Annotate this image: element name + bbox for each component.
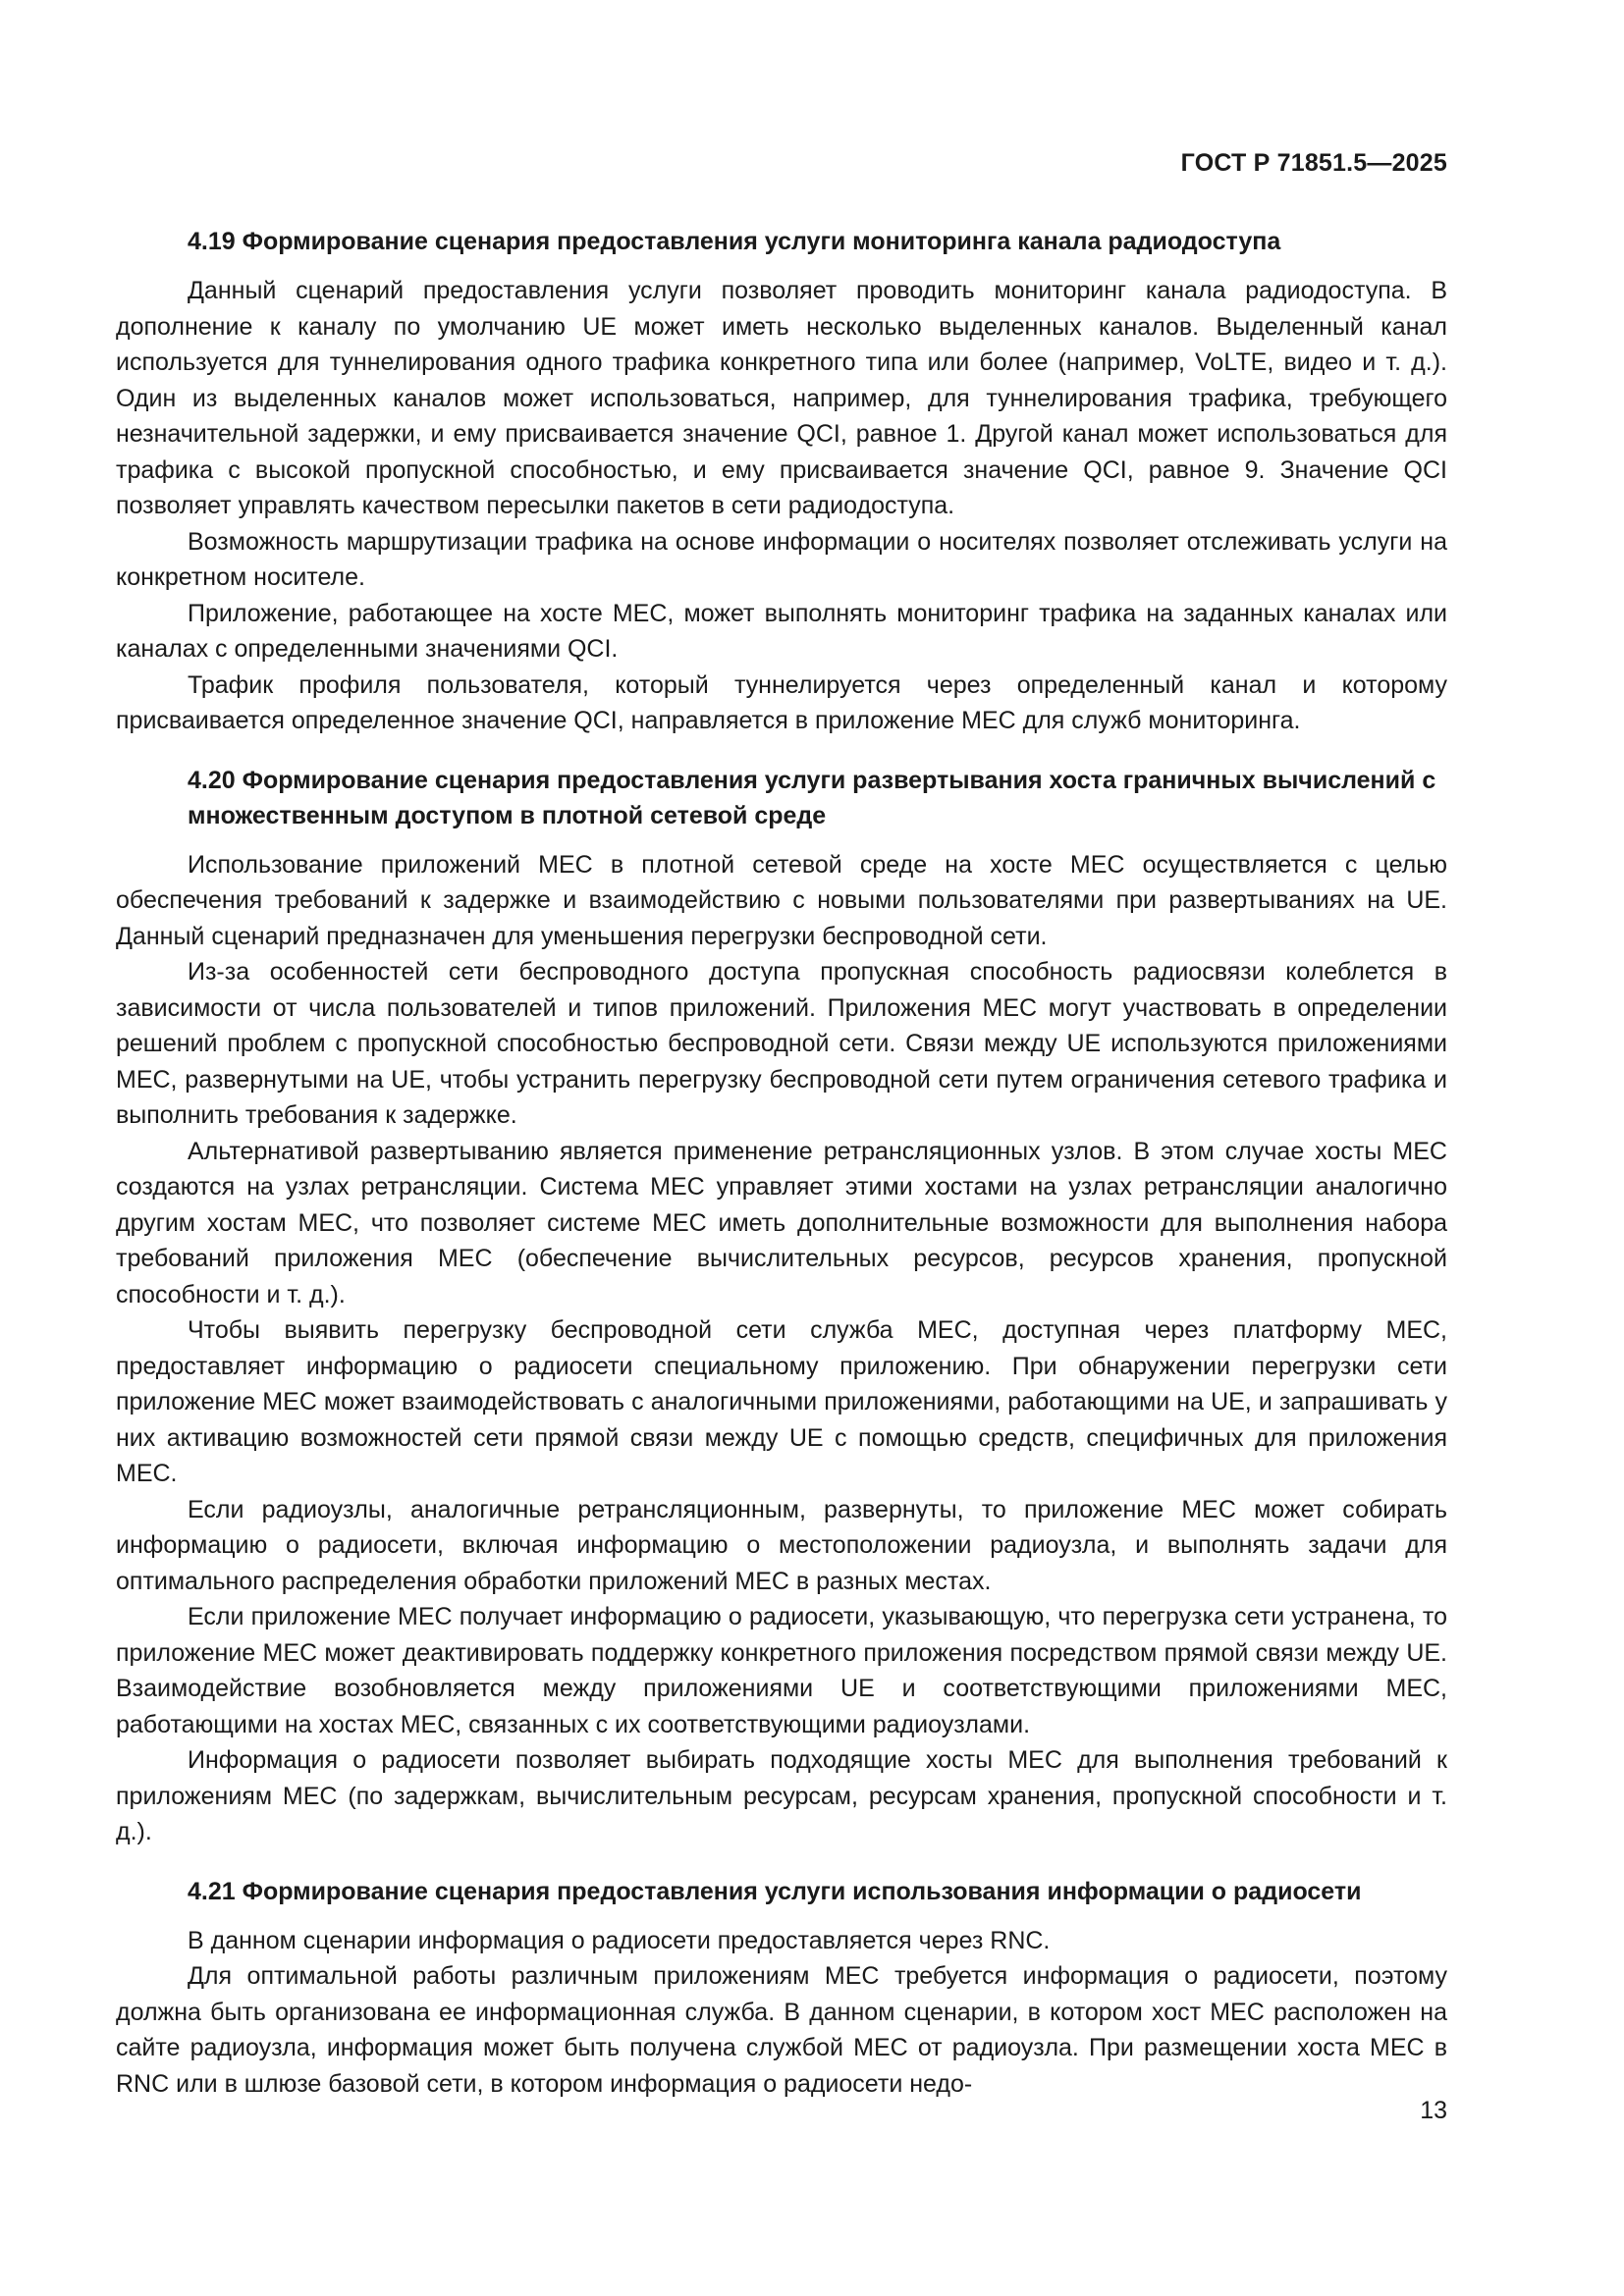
paragraph: Чтобы выявить перегрузку беспроводной сети служба МЕС, доступная через платформу МЕС, предоставляет информацию о радиосети специальному приложению. При обнаружении перегрузки сети приложение МЕС может взаимодействовать с аналогичными приложениями, работающими на UE, и запрашивать у них активацию возможностей сети прямой связи между UE с помощью средств, специфичных для приложения МЕС. <box>116 1316 1447 1487</box>
paragraph: Из-за особенностей сети беспроводного доступа пропускная способность радиосвязи колеблется в зависимости от числа пользователей и типов приложений. Приложения МЕС могут участвовать в определении решений проблем с пропускной способностью беспроводной сети. Связи между UE используются приложениями МЕС, развернутыми на UE, чтобы устранить перегрузку беспроводной сети путем ограничения сетевого трафика и выполнить требования к задержке. <box>116 958 1447 1129</box>
paragraph: Информация о радиосети позволяет выбирать подходящие хосты МЕС для выполнения требований к приложениям МЕС (по задержкам, вычислительным ресурсам, ресурсам хранения, пропускной способности и т. д.). <box>116 1746 1447 1845</box>
paragraph: Возможность маршрутизации трафика на основе информации о носителях позволяет отслеживать услуги на конкретном носителе. <box>116 527 1447 591</box>
paragraph: Для оптимальной работы различным приложениям МЕС требуется информация о радиосети, поэтому должна быть организована ее информационная служба. В данном сценарии, в котором хост МЕС расположен на сайте радиоузла, информация может быть получена службой МЕС от радиоузла. При размещении хоста МЕС в RNC или в шлюзе базовой сети, в котором информация о радиосети недо- <box>116 1962 1447 2098</box>
section-title: 4.21 Формирование сценария предоставления услуги использования информации о радиосети <box>188 1877 1362 1905</box>
paragraph: Если радиоузлы, аналогичные ретрансляционным, развернуты, то приложение МЕС может собирать информацию о радиосети, включая информацию о местоположении радиоузла, и выполнять задачи для оптимального распределения обработки приложений МЕС в разных местах. <box>116 1495 1447 1595</box>
paragraph: Если приложение МЕС получает информацию о радиосети, указывающую, что перегрузка сети устранена, то приложение МЕС может деактивировать поддержку конкретного приложения посредством прямой связи между UE. Взаимодействие возобновляется между приложениями UE и соответствующими приложениями МЕС, работающими на хостах МЕС, связанных с их соответствующими радиоузлами. <box>116 1603 1447 1738</box>
page-number: 13 <box>1420 2097 1447 2124</box>
paragraph: Трафик профиля пользователя, который туннелируется через определенный канал и которому присваивается определенное значение QCI, направляется в приложение МЕС для служб мониторинга. <box>116 670 1447 734</box>
section-4-20 <box>116 763 1447 1850</box>
section-title: 4.19 Формирование сценария предоставления услуги мониторинга канала радиодоступа <box>188 228 1281 255</box>
paragraph: Альтернативой развертыванию является применение ретрансляционных узлов. В этом случае хосты МЕС создаются на узлах ретрансляции. Система МЕС управляет этими хостами на узлах ретрансляции аналогично другим хостам МЕС, что позволяет системе МЕС иметь дополнительные возможности для выполнения набора требований приложения МЕС (обеспечение вычислительных ресурсов, ресурсов хранения, пропускной способности и т. д.). <box>116 1137 1447 1308</box>
paragraph: Данный сценарий предоставления услуги позволяет проводить мониторинг канала радиодоступа. В дополнение к каналу по умолчанию UE может иметь несколько выделенных каналов. Выделенный канал используется для туннелирования одного трафика конкретного типа или более (например, VoLTE, видео и т. д.). Один из выделенных каналов может использоваться, например, для туннелирования трафика, требующего незначительной задержки, и ему присваивается значение QCI, равное 1. Другой канал может использоваться для трафика с высокой пропускной способностью, и ему присваивается значение QCI, равное 9. Значение QCI позволяет управлять качеством пересылки пакетов в сети радиодоступа. <box>116 277 1447 519</box>
page-content <box>116 224 1447 2102</box>
document-code: ГОСТ Р 71851.5—2025 <box>1180 149 1447 177</box>
paragraph: В данном сценарии информация о радиосети предоставляется через RNC. <box>188 1926 1051 1954</box>
paragraph: Использование приложений МЕС в плотной сетевой среде на хосте МЕС осуществляется с целью обеспечения требований к задержке и взаимодействию с новыми пользователями при развертываниях на UE. Данный сценарий предназначен для уменьшения перегрузки беспроводной сети. <box>116 850 1447 950</box>
section-4-19 <box>116 224 1447 739</box>
paragraph: Приложение, работающее на хосте МЕС, может выполнять мониторинг трафика на заданных каналах или каналах с определенными значениями QCI. <box>116 599 1447 663</box>
section-title: 4.20 Формирование сценария предоставления услуги развертывания хоста граничных вычислений с множественным доступом в плотной сетевой среде <box>188 766 1436 829</box>
section-4-21 <box>116 1874 1447 2103</box>
